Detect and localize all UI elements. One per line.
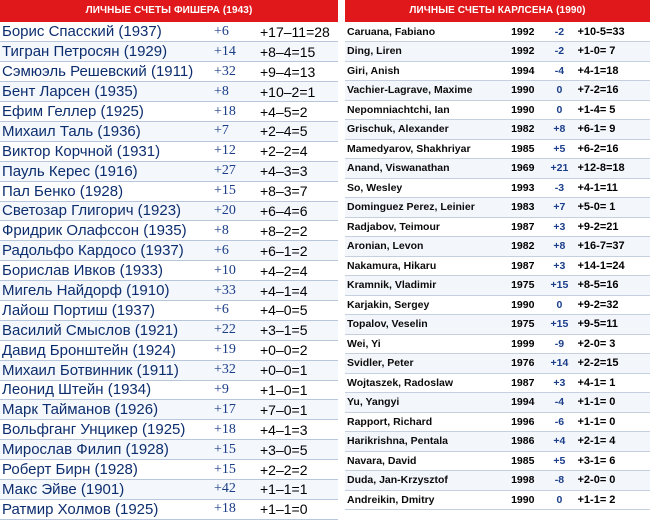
birth-year: 1986	[511, 432, 541, 452]
age-difference: +18	[212, 102, 260, 122]
age-difference: +6	[212, 300, 260, 320]
right-row	[345, 178, 650, 198]
fischer-table-title: ЛИЧНЫЕ СЧЕТЫ ФИШЕРА (1943)	[0, 0, 338, 22]
age-difference: +15	[212, 440, 260, 460]
right-row	[345, 354, 650, 374]
player-name: Роберт Бирн (1928)	[0, 460, 212, 480]
head-to-head-score: +6-1= 9	[578, 120, 650, 140]
birth-year: 1985	[511, 451, 541, 471]
player-name: Ефим Геллер (1925)	[0, 102, 212, 122]
head-to-head-score: +1-1= 2	[578, 490, 650, 510]
carlsen-scores-table	[345, 0, 650, 510]
right-row	[345, 120, 650, 140]
age-difference: -6	[541, 412, 577, 432]
head-to-head-score: +8–4=15	[260, 42, 338, 62]
age-difference: 0	[541, 490, 577, 510]
age-difference: +5	[541, 139, 577, 159]
player-name: Марк Тайманов (1926)	[0, 400, 212, 420]
age-difference: +20	[212, 201, 260, 221]
player-name: Мигель Найдорф (1910)	[0, 281, 212, 301]
head-to-head-score: +8–3=7	[260, 181, 338, 201]
head-to-head-score: +4-1= 1	[578, 373, 650, 393]
left-row	[0, 82, 338, 102]
birth-year: 1992	[511, 42, 541, 62]
left-row	[0, 281, 338, 301]
birth-year: 1998	[511, 471, 541, 491]
right-row	[345, 315, 650, 335]
birth-year: 1990	[511, 490, 541, 510]
player-name: Вольфганг Унцикер (1925)	[0, 420, 212, 440]
age-difference: +8	[541, 120, 577, 140]
age-difference: +3	[541, 373, 577, 393]
age-difference: +10	[212, 261, 260, 281]
head-to-head-score: +4–3=3	[260, 161, 338, 181]
birth-year: 1987	[511, 217, 541, 237]
birth-year: 1982	[511, 120, 541, 140]
birth-year: 1985	[511, 139, 541, 159]
age-difference: 0	[541, 100, 577, 120]
head-to-head-score: +2-1= 4	[578, 432, 650, 452]
age-difference: 0	[541, 81, 577, 101]
left-row	[0, 440, 338, 460]
player-name: Фридрик Олафссон (1935)	[0, 221, 212, 241]
head-to-head-score: +9-2=21	[578, 217, 650, 237]
right-row	[345, 432, 650, 452]
player-name: Пал Бенко (1928)	[0, 181, 212, 201]
head-to-head-score: +1–0=1	[260, 380, 338, 400]
age-difference: +14	[212, 42, 260, 62]
age-difference: -2	[541, 42, 577, 62]
right-row	[345, 451, 650, 471]
player-name: Ратмир Холмов (1925)	[0, 499, 212, 519]
player-name: Radjabov, Teimour	[345, 217, 511, 237]
birth-year: 1975	[511, 276, 541, 296]
right-row	[345, 139, 650, 159]
left-row	[0, 141, 338, 161]
player-name: Лайош Портиш (1937)	[0, 300, 212, 320]
player-name: Anand, Viswanathan	[345, 159, 511, 179]
head-to-head-score: +6–1=2	[260, 241, 338, 261]
player-name: Ding, Liren	[345, 42, 511, 62]
age-difference: +17	[212, 400, 260, 420]
right-row	[345, 159, 650, 179]
birth-year: 1994	[511, 393, 541, 413]
player-name: Борислав Ивков (1933)	[0, 261, 212, 281]
head-to-head-score: +1–1=1	[260, 479, 338, 499]
birth-year: 1990	[511, 81, 541, 101]
age-difference: +18	[212, 499, 260, 519]
head-to-head-score: +9–4=13	[260, 62, 338, 82]
right-row	[345, 42, 650, 62]
head-to-head-score: +8–2=2	[260, 221, 338, 241]
player-name: Виктор Корчной (1931)	[0, 141, 212, 161]
right-row	[345, 334, 650, 354]
player-name: Yu, Yangyi	[345, 393, 511, 413]
birth-year: 1992	[511, 22, 541, 42]
left-row	[0, 300, 338, 320]
right-row	[345, 276, 650, 296]
age-difference: +18	[212, 420, 260, 440]
player-name: Светозар Глигорич (1923)	[0, 201, 212, 221]
player-name: Navara, David	[345, 451, 511, 471]
player-name: Grischuk, Alexander	[345, 120, 511, 140]
age-difference: -8	[541, 471, 577, 491]
player-name: Сэмюэль Решевский (1911)	[0, 62, 212, 82]
birth-year: 1990	[511, 295, 541, 315]
birth-year: 1987	[511, 373, 541, 393]
head-to-head-score: +2-0= 3	[578, 334, 650, 354]
head-to-head-score: +2–4=5	[260, 121, 338, 141]
fischer-table-body	[0, 22, 338, 519]
head-to-head-score: +0–0=1	[260, 360, 338, 380]
left-row	[0, 460, 338, 480]
player-name: Давид Бронштейн (1924)	[0, 340, 212, 360]
head-to-head-score: +3–0=5	[260, 440, 338, 460]
birth-year: 1975	[511, 315, 541, 335]
age-difference: +42	[212, 479, 260, 499]
player-name: Леонид Штейн (1934)	[0, 380, 212, 400]
player-name: Caruana, Fabiano	[345, 22, 511, 42]
player-name: Vachier-Lagrave, Maxime	[345, 81, 511, 101]
right-row	[345, 198, 650, 218]
right-row	[345, 237, 650, 257]
age-difference: +12	[212, 141, 260, 161]
age-difference: -4	[541, 61, 577, 81]
left-row	[0, 181, 338, 201]
right-row	[345, 412, 650, 432]
player-name: Svidler, Peter	[345, 354, 511, 374]
right-row	[345, 61, 650, 81]
birth-year: 1999	[511, 334, 541, 354]
head-to-head-score: +1-0= 7	[578, 42, 650, 62]
age-difference: +6	[212, 241, 260, 261]
age-difference: +21	[541, 159, 577, 179]
player-name: Макс Эйве (1901)	[0, 479, 212, 499]
birth-year: 1982	[511, 237, 541, 257]
head-to-head-score: +4–0=5	[260, 300, 338, 320]
left-row	[0, 22, 338, 42]
head-to-head-score: +16-7=37	[578, 237, 650, 257]
head-to-head-score: +4–1=3	[260, 420, 338, 440]
head-to-head-score: +1-1= 0	[578, 393, 650, 413]
birth-year: 1969	[511, 159, 541, 179]
right-row	[345, 81, 650, 101]
head-to-head-score: +5-0= 1	[578, 198, 650, 218]
player-name: Nepomniachtchi, Ian	[345, 100, 511, 120]
left-row	[0, 42, 338, 62]
player-name: Михаил Таль (1936)	[0, 121, 212, 141]
left-row	[0, 400, 338, 420]
left-row	[0, 241, 338, 261]
head-to-head-score: +0–0=2	[260, 340, 338, 360]
head-to-head-score: +2-0= 0	[578, 471, 650, 491]
left-row	[0, 360, 338, 380]
carlsen-table-body	[345, 22, 650, 510]
birth-year: 1976	[511, 354, 541, 374]
left-row	[0, 261, 338, 281]
age-difference: +3	[541, 217, 577, 237]
age-difference: +15	[541, 315, 577, 335]
head-to-head-score: +2-2=15	[578, 354, 650, 374]
head-to-head-score: +2–2=4	[260, 141, 338, 161]
head-to-head-score: +4-1=11	[578, 178, 650, 198]
player-name: Борис Спасский (1937)	[0, 22, 212, 42]
birth-year: 1994	[511, 61, 541, 81]
player-name: Радольфо Кардосо (1937)	[0, 241, 212, 261]
right-row	[345, 295, 650, 315]
age-difference: +15	[541, 276, 577, 296]
head-to-head-score: +17–11=28	[260, 22, 338, 42]
player-name: Giri, Anish	[345, 61, 511, 81]
player-name: Тигран Петросян (1929)	[0, 42, 212, 62]
head-to-head-score: +4-1=18	[578, 61, 650, 81]
player-name: Topalov, Veselin	[345, 315, 511, 335]
left-row	[0, 161, 338, 181]
age-difference: +8	[212, 221, 260, 241]
head-to-head-score: +4–5=2	[260, 102, 338, 122]
birth-year: 1993	[511, 178, 541, 198]
left-row	[0, 221, 338, 241]
player-name: Михаил Ботвинник (1911)	[0, 360, 212, 380]
player-name: Rapport, Richard	[345, 412, 511, 432]
left-row	[0, 340, 338, 360]
head-to-head-score: +2–2=2	[260, 460, 338, 480]
age-difference: +27	[212, 161, 260, 181]
player-name: Mamedyarov, Shakhriyar	[345, 139, 511, 159]
left-row	[0, 320, 338, 340]
age-difference: -2	[541, 22, 577, 42]
right-row	[345, 471, 650, 491]
player-name: Бент Ларсен (1935)	[0, 82, 212, 102]
left-row	[0, 479, 338, 499]
head-to-head-score: +1-1= 0	[578, 412, 650, 432]
head-to-head-score: +4–1=4	[260, 281, 338, 301]
head-to-head-score: +1–1=0	[260, 499, 338, 519]
player-name: Пауль Керес (1916)	[0, 161, 212, 181]
age-difference: -3	[541, 178, 577, 198]
age-difference: +9	[212, 380, 260, 400]
left-row	[0, 499, 338, 519]
head-to-head-score: +9-2=32	[578, 295, 650, 315]
age-difference: +32	[212, 62, 260, 82]
head-to-head-score: +7-2=16	[578, 81, 650, 101]
age-difference: +15	[212, 181, 260, 201]
left-row	[0, 380, 338, 400]
age-difference: +8	[541, 237, 577, 257]
head-to-head-score: +4–2=4	[260, 261, 338, 281]
player-name: Duda, Jan-Krzysztof	[345, 471, 511, 491]
left-row	[0, 121, 338, 141]
age-difference: +7	[541, 198, 577, 218]
age-difference: +33	[212, 281, 260, 301]
age-difference: +15	[212, 460, 260, 480]
left-row	[0, 62, 338, 82]
birth-year: 1996	[511, 412, 541, 432]
right-row	[345, 373, 650, 393]
birth-year: 1983	[511, 198, 541, 218]
head-to-head-score: +10–2=1	[260, 82, 338, 102]
player-name: Dominguez Perez, Leinier	[345, 198, 511, 218]
age-difference: +32	[212, 360, 260, 380]
right-row	[345, 490, 650, 510]
head-to-head-score: +6–4=6	[260, 201, 338, 221]
player-name: Andreikin, Dmitry	[345, 490, 511, 510]
right-row	[345, 22, 650, 42]
age-difference: +5	[541, 451, 577, 471]
head-to-head-score: +7–0=1	[260, 400, 338, 420]
player-name: Мирослав Филип (1928)	[0, 440, 212, 460]
player-name: Kramnik, Vladimir	[345, 276, 511, 296]
head-to-head-score: +1-4= 5	[578, 100, 650, 120]
left-row	[0, 102, 338, 122]
birth-year: 1990	[511, 100, 541, 120]
age-difference: +8	[212, 82, 260, 102]
player-name: Nakamura, Hikaru	[345, 256, 511, 276]
age-difference: +14	[541, 354, 577, 374]
age-difference: -9	[541, 334, 577, 354]
head-to-head-score: +10-5=33	[578, 22, 650, 42]
player-name: So, Wesley	[345, 178, 511, 198]
head-to-head-score: +14-1=24	[578, 256, 650, 276]
left-row	[0, 201, 338, 221]
age-difference: +6	[212, 22, 260, 42]
age-difference: -4	[541, 393, 577, 413]
birth-year: 1987	[511, 256, 541, 276]
age-difference: 0	[541, 295, 577, 315]
head-to-head-score: +12-8=18	[578, 159, 650, 179]
head-to-head-score: +9-5=11	[578, 315, 650, 335]
head-to-head-score: +3–1=5	[260, 320, 338, 340]
age-difference: +22	[212, 320, 260, 340]
player-name: Aronian, Levon	[345, 237, 511, 257]
carlsen-table-title: ЛИЧНЫЕ СЧЕТЫ КАРЛСЕНА (1990)	[345, 0, 650, 22]
head-to-head-score: +8-5=16	[578, 276, 650, 296]
age-difference: +3	[541, 256, 577, 276]
player-name: Василий Смыслов (1921)	[0, 320, 212, 340]
age-difference: +19	[212, 340, 260, 360]
right-row	[345, 256, 650, 276]
age-difference: +7	[212, 121, 260, 141]
player-name: Wojtaszek, Radoslaw	[345, 373, 511, 393]
head-to-head-score: +6-2=16	[578, 139, 650, 159]
player-name: Harikrishna, Pentala	[345, 432, 511, 452]
player-name: Karjakin, Sergey	[345, 295, 511, 315]
right-row	[345, 100, 650, 120]
age-difference: +4	[541, 432, 577, 452]
right-row	[345, 217, 650, 237]
head-to-head-score: +3-1= 6	[578, 451, 650, 471]
left-row	[0, 420, 338, 440]
right-row	[345, 393, 650, 413]
player-name: Wei, Yi	[345, 334, 511, 354]
